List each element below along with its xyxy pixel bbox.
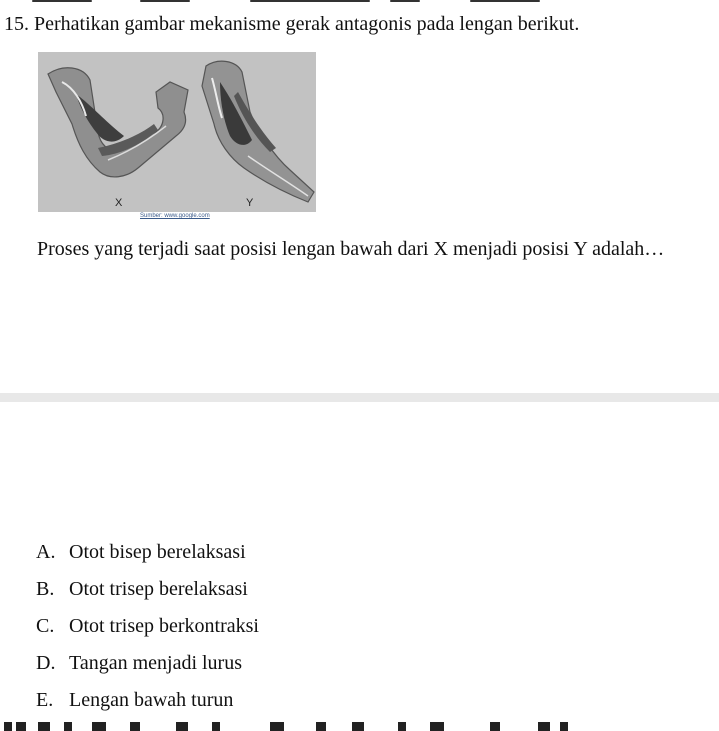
option-letter: A. <box>36 541 56 563</box>
question-prompt: Proses yang terjadi saat posisi lengan bawah dari X menjadi posisi Y adalah… <box>37 238 665 260</box>
question-number: 15. <box>4 13 29 35</box>
arm-illustration <box>38 52 316 212</box>
label-y: Y <box>246 197 254 209</box>
answer-options <box>36 534 259 719</box>
option-letter: B. <box>36 578 55 600</box>
question-heading <box>4 13 579 36</box>
option-d[interactable] <box>36 645 259 682</box>
arm-antagonist-figure <box>38 52 316 212</box>
option-text: Otot trisep berkontraksi <box>69 615 259 637</box>
option-text: Otot trisep berelaksasi <box>69 578 248 600</box>
section-divider <box>0 393 719 402</box>
option-text: Otot bisep berelaksasi <box>69 541 246 563</box>
option-a[interactable] <box>36 534 259 571</box>
option-b[interactable] <box>36 571 259 608</box>
option-c[interactable] <box>36 608 259 645</box>
option-e[interactable] <box>36 682 259 719</box>
option-text: Lengan bawah turun <box>69 689 234 711</box>
previous-question-fragment <box>0 0 719 4</box>
image-source-link[interactable]: Sumber: www.google.com <box>140 213 210 219</box>
option-letter: D. <box>36 652 56 674</box>
label-x: X <box>115 197 123 209</box>
next-question-fragment <box>0 720 719 731</box>
option-letter: E. <box>36 689 54 711</box>
question-text: Perhatikan gambar mekanisme gerak antagonis pada lengan berikut. <box>34 13 580 35</box>
option-letter: C. <box>36 615 55 637</box>
option-text: Tangan menjadi lurus <box>69 652 242 674</box>
